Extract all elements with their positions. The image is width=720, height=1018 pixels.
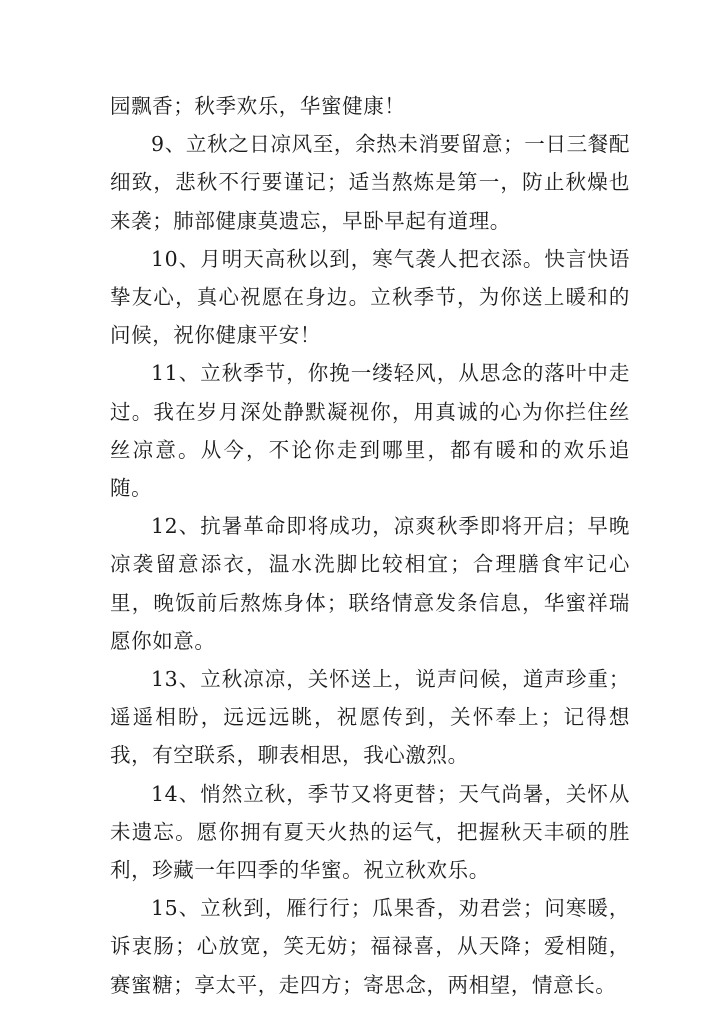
paragraph-item-9: 9、立秋之日凉风至，余热未消要留意；一日三餐配细致，悲秋不行要谨记；适当熬炼是第一，防止秋燥也来袭；肺部健康莫遗忘，早卧早起有道理。 (110, 132, 630, 233)
paragraph-item-11: 11、立秋季节，你挽一缕轻风，从思念的落叶中走过。我在岁月深处静默凝视你，用真诚的心为你拦住丝丝凉意。从今，不论你走到哪里，都有暖和的欢乐追随。 (110, 361, 630, 501)
paragraph-item-13: 13、立秋凉凉，关怀送上，说声问候，道声珍重；遥遥相盼，远远远眺，祝愿传到，关怀奉上；记得想我，有空联系，聊表相思，我心激烈。 (110, 667, 630, 768)
document-body (110, 87, 630, 1004)
paragraph-item-14: 14、悄然立秋，季节又将更替；天气尚暑，关怀从未遗忘。愿你拥有夏天火热的运气，把握秋天丰硕的胜利，珍藏一年四季的华蜜。祝立秋欢乐。 (110, 781, 630, 883)
paragraph-item-15: 15、立秋到，雁行行；瓜果香，劝君尝；问寒暖，诉衷肠；心放宽，笑无妨；福禄喜，从天降；爱相随，赛蜜糖；享太平，走四方；寄思念，两相望，情意长。 (110, 896, 630, 997)
paragraph-item-12: 12、抗暑革命即将成功，凉爽秋季即将开启；早晚凉袭留意添衣，温水洗脚比较相宜；合理膳食牢记心里，晚饭前后熬炼身体；联络情意发条信息，华蜜祥瑞愿你如意。 (110, 514, 630, 653)
paragraph-continuation: 园飘香；秋季欢乐，华蜜健康！ (110, 94, 406, 118)
paragraph-item-10: 10、月明天高秋以到，寒气袭人把衣添。快言快语挚友心，真心祝愿在身边。立秋季节，为你送上暖和的问候，祝你健康平安！ (110, 246, 630, 348)
